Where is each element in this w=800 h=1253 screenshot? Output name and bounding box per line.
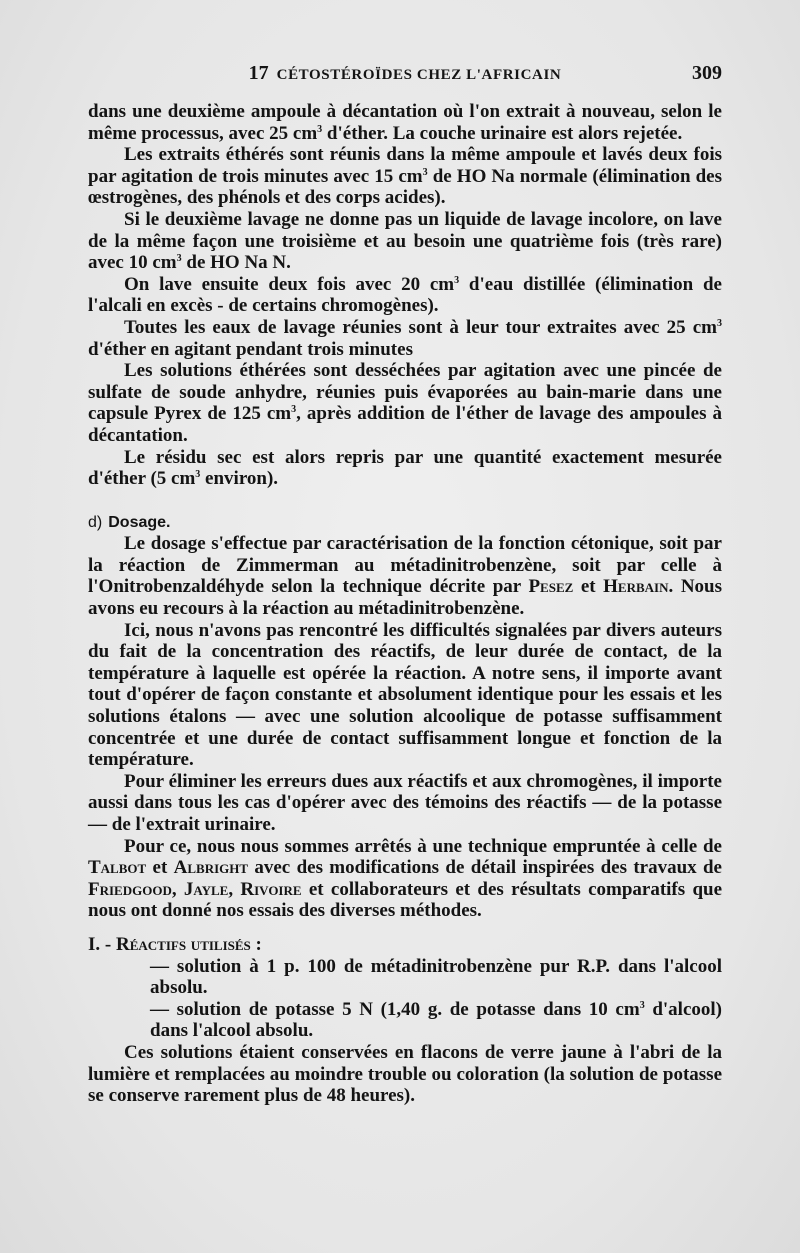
section-heading: I. - Réactifs utilisés : [88, 933, 262, 955]
subsection-title: Dosage. [108, 513, 171, 531]
running-title [88, 62, 722, 85]
body-text [88, 101, 722, 1107]
paragraph: Si le deuxième lavage ne donne pas un liquide de lavage incolore, on lave de la même façon une troisième et au besoin une quatrième fois (très rare) avec 10 $cm^3$ de HO Na N. [88, 208, 722, 274]
author-name: Friedgood [88, 878, 172, 900]
subsection-label: d) [88, 513, 103, 531]
author-name: Herbain [603, 576, 669, 598]
paragraph: Le résidu sec est alors repris par une quantité exactement mesurée d'éther (5 $cm^3$ environ). [88, 446, 722, 490]
author-name: Jayle [183, 878, 229, 900]
paragraph: Ces solutions étaient conservées en flacons de verre jaune à l'abri de la lumière et remplacées au moindre trouble ou coloration (la solution de potasse se conserve rarement plus de 48 heures). [88, 1041, 722, 1107]
author-name: Rivoire [240, 878, 302, 900]
running-header [88, 62, 722, 88]
paragraph: Les extraits éthérés sont réunis dans la même ampoule et lavés deux fois par agitation de trois minutes avec 15 $cm^3$ de HO Na normale (élimination des œstrogènes, des phénols et des corps acides). [88, 144, 722, 209]
subsection-heading [88, 512, 722, 534]
list-item: — solution à 1 p. 100 de métadinitrobenzène pur R.P. dans l'alcool absolu. [150, 955, 722, 999]
author-name: Talbot [88, 857, 147, 879]
paragraph: Pour ce, nous nous sommes arrêtés à une technique empruntée à celle de Talbot et Albright avec des modifications de détail inspirées des travaux de Friedgood, Jayle, Rivoire et collaborateurs et des résultats comparatifs que nous ont donné nos essais des diverses méthodes. [88, 835, 723, 922]
paragraph: Toutes les eaux de lavage réunies sont à leur tour extraites avec 25 $cm^3$ d'éther en agitant pendant trois minutes [88, 316, 722, 360]
author-name: Pesez [528, 576, 574, 598]
paragraph: Ici, nous n'avons pas rencontré les difficultés signalées par divers auteurs du fait de la concentration des réactifs, de leur durée de contact, de la température à laquelle est opérée la réaction. A notre sens, il importe avant tout d'opérer de façon constante et absolument identique pour les essais et les solutions étalons — avec une solution alcoolique de potasse suffisamment concentrée et une durée de contact suffisamment longue et fonction de la température. [88, 619, 722, 771]
author-name: Albright [173, 857, 249, 879]
paragraph: dans une deuxième ampoule à décantation où l'on extrait à nouveau, selon le même processus, avec 25 $cm^3$ d'éther. La couche urinaire est alors rejetée. [88, 101, 722, 144]
chapter-number: 17 [248, 62, 269, 84]
paragraph: On lave ensuite deux fois avec 20 $cm^3$ d'eau distillée (élimination de l'alcali en excès - de certains chromogènes). [88, 273, 722, 317]
page-number: 309 [692, 62, 722, 84]
paragraph: Pour éliminer les erreurs dues aux réactifs et aux chromogènes, il importe aussi dans tous les cas d'opérer avec des témoins des réactifs — de la potasse — de l'extrait urinaire. [88, 770, 722, 835]
paragraph: Le dosage s'effectue par caractérisation de la fonction cétonique, soit par la réaction de Zimmerman au métadinitrobenzène, soit par celle à l'Onitrobenzaldéhyde selon la technique décrite par Pesez et Herbain. Nous avons eu recours à la réaction au métadinitrobenzène. [88, 533, 722, 620]
running-title-text: CÉTOSTÉROÏDES CHEZ L'AFRICAIN [276, 67, 562, 83]
list-item: — solution de potasse 5 N (1,40 g. de potasse dans 10 $cm^3$ d'alcool) dans l'alcool absolu. [150, 998, 722, 1042]
paragraph: Les solutions éthérées sont desséchées par agitation avec une pincée de sulfate de soude anhydre, réunies puis évaporées au bain-marie dans une capsule Pyrex de 125 $cm^3$, après addition de l'éther de lavage des ampoules à décantation. [88, 360, 722, 446]
